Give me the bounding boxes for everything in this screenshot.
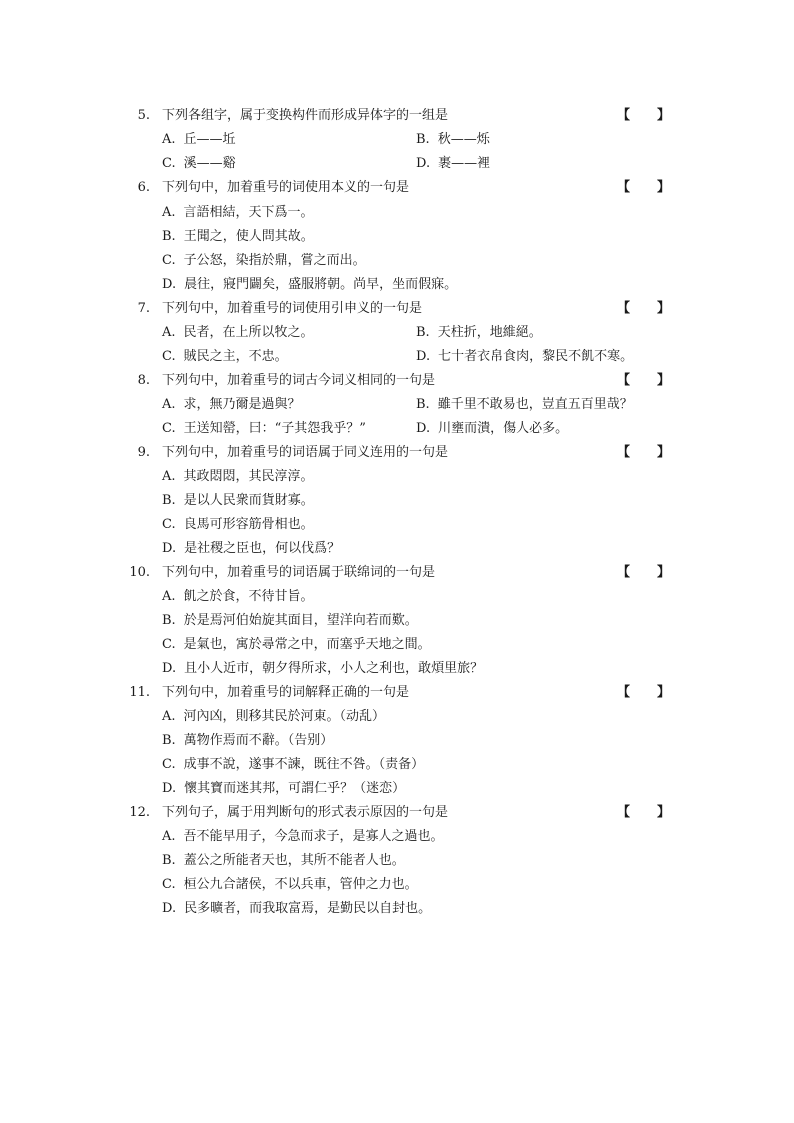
option-label: C.	[162, 637, 176, 652]
question-number: 12.	[129, 805, 150, 820]
option-d	[416, 421, 568, 437]
question-number: 6.	[137, 180, 150, 195]
option-b	[416, 397, 633, 413]
answer-bracket	[617, 805, 671, 821]
option-b	[162, 733, 333, 749]
option-text: 其政悶悶，其民淳淳。	[183, 469, 314, 484]
option-label: B.	[162, 733, 176, 748]
option-label: D.	[416, 421, 431, 436]
option-b	[162, 853, 405, 869]
left-bracket: 【	[617, 108, 631, 123]
option-label: A.	[162, 325, 176, 340]
question-number: 8.	[137, 373, 150, 388]
option-text: 秋——烁	[437, 132, 490, 147]
answer-bracket	[617, 108, 671, 124]
option-label: A.	[162, 709, 176, 724]
option-text: 川壅而潰，傷人必多。	[438, 421, 569, 436]
option-b	[162, 613, 418, 629]
left-bracket: 【	[617, 445, 631, 460]
option-text: 桓公九合諸侯，不以兵車，管仲之力也。	[183, 877, 418, 892]
answer-bracket	[617, 373, 671, 389]
option-label: A.	[162, 397, 176, 412]
option-label: A.	[162, 829, 176, 844]
option-label: B.	[162, 493, 176, 508]
option-text: 雖千里不敢易也，豈直五百里哉？	[437, 397, 633, 412]
option-text: 成事不說，遂事不諫，既往不咎。（责备）	[183, 757, 425, 772]
option-label: C.	[162, 156, 176, 171]
option-text: 求，無乃爾是過與？	[183, 397, 301, 412]
option-label: B.	[162, 613, 176, 628]
option-a	[162, 469, 314, 485]
option-c	[162, 637, 431, 653]
question-number: 11.	[129, 685, 150, 700]
option-text: 蓋公之所能者天也，其所不能者人也。	[183, 853, 405, 868]
option-label: A.	[162, 132, 176, 147]
option-a	[162, 397, 301, 413]
option-text: 王聞之，使人問其故。	[183, 229, 314, 244]
option-b	[416, 132, 490, 148]
question-text: 下列句中，加着重号的词古今词义相同的一句是	[162, 373, 436, 388]
option-d	[162, 661, 483, 677]
option-a	[162, 205, 314, 221]
left-bracket: 【	[617, 301, 631, 316]
right-bracket: 】	[657, 565, 671, 580]
option-label: B.	[162, 853, 176, 868]
option-text: 懷其寶而迷其邦，可謂仁乎？（迷恋）	[184, 781, 406, 796]
option-text: 晨往，寢門闢矣，盛服將朝。尚早，坐而假寐。	[184, 277, 458, 292]
option-text: 於是焉河伯始旋其面目，望洋向若而歎。	[183, 613, 418, 628]
option-b	[162, 493, 314, 509]
option-text: 民者，在上所以牧之。	[183, 325, 314, 340]
option-text: 王送知罃，曰：“子其怨我乎？”	[183, 421, 366, 436]
option-label: C.	[162, 757, 176, 772]
option-d	[162, 901, 431, 917]
question-number: 5.	[137, 108, 150, 123]
option-label: B.	[162, 229, 176, 244]
option-c	[162, 517, 314, 533]
option-c	[162, 156, 236, 172]
option-label: C.	[162, 253, 176, 268]
option-c	[162, 253, 366, 269]
option-a	[162, 589, 314, 605]
option-label: D.	[416, 349, 431, 364]
option-c	[162, 757, 424, 773]
option-label: A.	[162, 589, 176, 604]
option-d	[416, 156, 490, 172]
option-label: D.	[162, 901, 177, 916]
option-b	[162, 229, 314, 245]
left-bracket: 【	[617, 180, 631, 195]
option-label: C.	[162, 517, 176, 532]
option-c	[162, 349, 288, 365]
left-bracket: 【	[617, 685, 631, 700]
option-text: 賊民之主，不忠。	[183, 349, 288, 364]
option-d	[416, 349, 633, 365]
right-bracket: 】	[657, 685, 671, 700]
option-c	[162, 877, 418, 893]
option-text: 民多曠者，而我取富焉，是勤民以自封也。	[184, 901, 432, 916]
option-text: 是社稷之臣也，何以伐爲？	[184, 541, 341, 556]
option-text: 裹——裡	[438, 156, 491, 171]
option-label: A.	[162, 469, 176, 484]
option-text: 是以人民衆而貨財寡。	[183, 493, 314, 508]
right-bracket: 】	[657, 180, 671, 195]
option-text: 萬物作焉而不辭。（告别）	[183, 733, 334, 748]
option-label: B.	[416, 132, 430, 147]
option-label: D.	[162, 661, 177, 676]
question-number: 9.	[137, 445, 150, 460]
option-label: D.	[416, 156, 431, 171]
question-text: 下列句中，加着重号的词语属于联绵词的一句是	[162, 565, 436, 580]
option-label: C.	[162, 349, 176, 364]
option-text: 天柱折，地維絕。	[437, 325, 542, 340]
option-text: 是氣也，寓於尋常之中，而塞乎天地之間。	[183, 637, 431, 652]
option-label: B.	[416, 397, 430, 412]
option-text: 河內凶，則移其民於河東。（动乱）	[183, 709, 386, 724]
option-text: 溪——谿	[183, 156, 236, 171]
option-d	[162, 781, 405, 797]
answer-bracket	[617, 565, 671, 581]
question-text: 下列句中，加着重号的词语属于同义连用的一句是	[162, 445, 449, 460]
option-a	[162, 132, 236, 148]
option-text: 言語相結，天下爲一。	[183, 205, 314, 220]
option-a	[162, 709, 385, 725]
option-label: B.	[416, 325, 430, 340]
option-text: 良馬可形容筋骨相也。	[183, 517, 314, 532]
left-bracket: 【	[617, 805, 631, 820]
answer-bracket	[617, 685, 671, 701]
option-b	[416, 325, 542, 341]
question-text: 下列各组字，属于变换构件而形成异体字的一组是	[162, 108, 449, 123]
question-number: 7.	[137, 301, 150, 316]
option-a	[162, 325, 314, 341]
option-c	[162, 421, 366, 437]
option-label: C.	[162, 877, 176, 892]
question-text: 下列句子，属于用判断句的形式表示原因的一句是	[162, 805, 449, 820]
answer-bracket	[617, 445, 671, 461]
option-label: D.	[162, 781, 177, 796]
option-label: A.	[162, 205, 176, 220]
answer-bracket	[617, 301, 671, 317]
option-d	[162, 277, 457, 293]
left-bracket: 【	[617, 373, 631, 388]
left-bracket: 【	[617, 565, 631, 580]
option-label: D.	[162, 277, 177, 292]
option-text: 飢之於食，不待甘旨。	[183, 589, 314, 604]
option-text: 且小人近市，朝夕得所求，小人之利也，敢煩里旅？	[184, 661, 484, 676]
right-bracket: 】	[657, 805, 671, 820]
question-text: 下列句中，加着重号的词解释正确的一句是	[162, 685, 410, 700]
option-text: 子公怒，染指於鼎，嘗之而出。	[183, 253, 366, 268]
option-text: 丘——坵	[183, 132, 236, 147]
right-bracket: 】	[657, 108, 671, 123]
right-bracket: 】	[657, 445, 671, 460]
question-text: 下列句中，加着重号的词使用本义的一句是	[162, 180, 410, 195]
option-d	[162, 541, 340, 557]
question-text: 下列句中，加着重号的词使用引申义的一句是	[162, 301, 423, 316]
option-a	[162, 829, 444, 845]
option-text: 吾不能早用子，今急而求子，是寡人之過也。	[183, 829, 444, 844]
right-bracket: 】	[657, 373, 671, 388]
right-bracket: 】	[657, 301, 671, 316]
option-text: 七十者衣帛食肉，黎民不飢不寒。	[438, 349, 634, 364]
option-label: C.	[162, 421, 176, 436]
answer-bracket	[617, 180, 671, 196]
question-number: 10.	[129, 565, 150, 580]
option-label: D.	[162, 541, 177, 556]
